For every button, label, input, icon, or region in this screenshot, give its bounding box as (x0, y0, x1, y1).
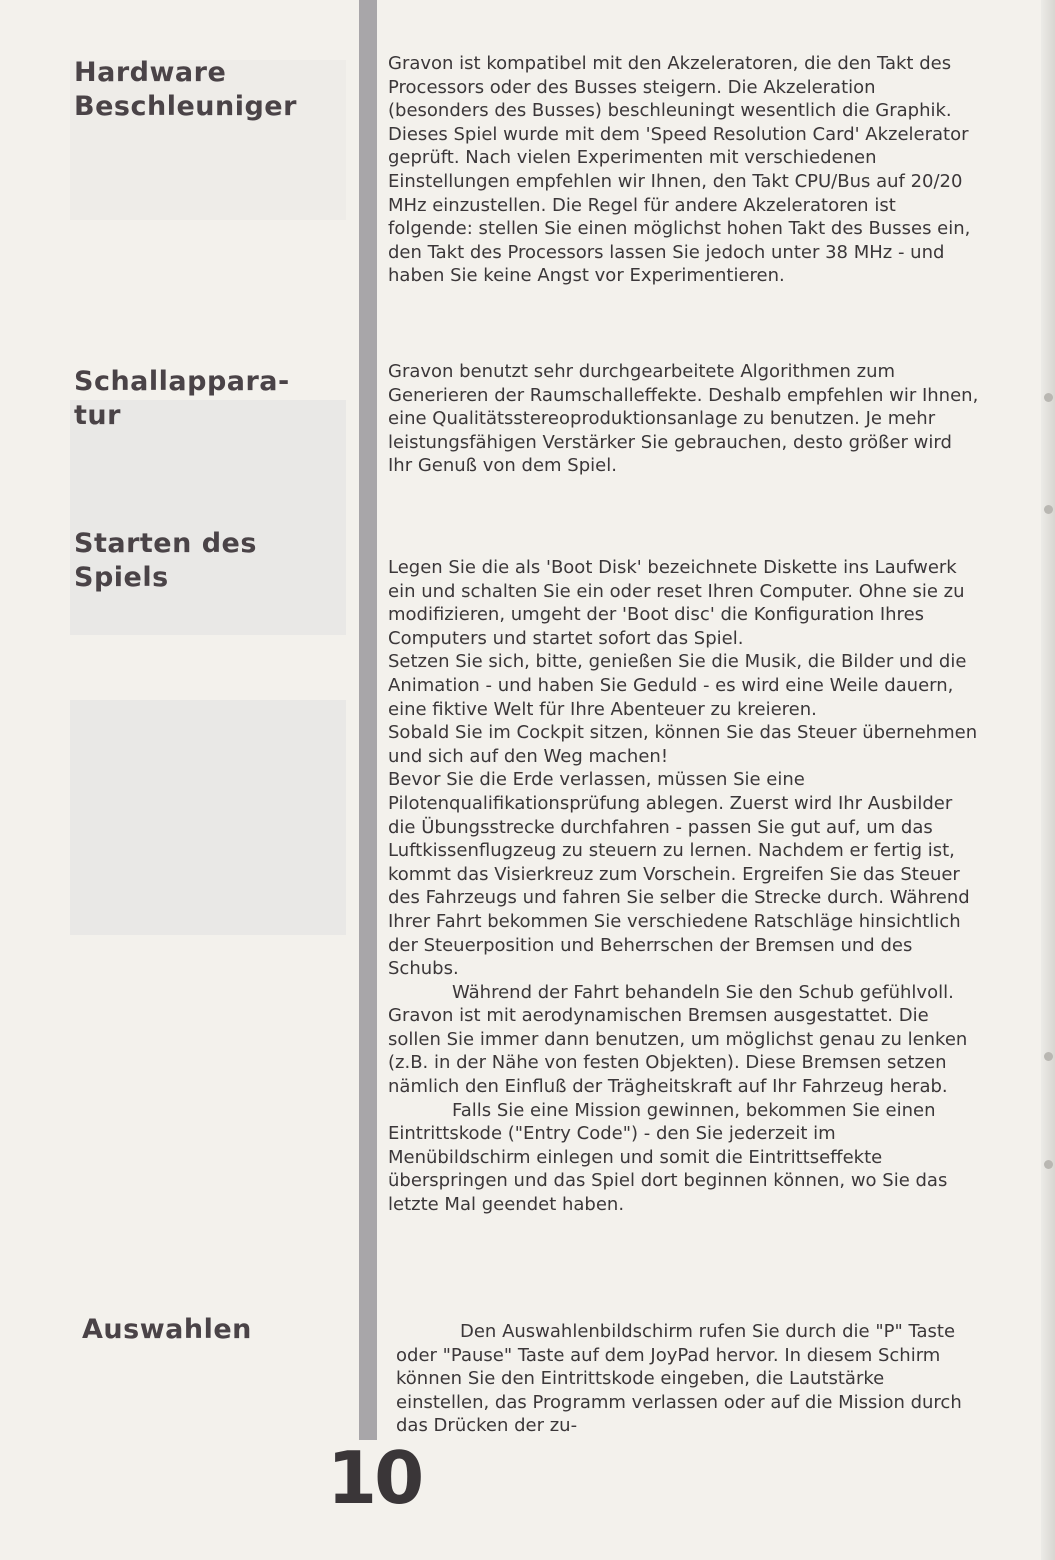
heading-starten-des-spiels (74, 527, 344, 595)
paragraph: Gravon benutzt sehr durchgearbeitete Algorithmen zum Generieren der Raumschalleffekte. Deshalb empfehlen wir Ihnen, eine Qualitätsstereoproduktionsanlage zu benutzen. Je mehr leistungsfähigen Verstärker Sie gebrauchen, desto größer wird Ihr Genuß von dem Spiel. (388, 361, 979, 477)
paragraph: Während der Fahrt behandeln Sie den Schub gefühlvoll. Gravon ist mit aerodynamischen Bremsen ausgestattet. Die sollen Sie immer dann benutzen, um möglichst genau zu lenken (z.B. in der Nähe von festen Objekten). Diese Bremsen setzen nämlich den Einfluß der Trägheitskraft auf Ihr Fahrzeug herab. (388, 981, 968, 1098)
bleed-through-block (70, 700, 346, 935)
page-edge (1041, 0, 1055, 1560)
binding-hole (1044, 393, 1053, 402)
paragraph: Den Auswahlenbildschirm rufen Sie durch die "P" Taste oder "Pause" Taste auf dem JoyPad hervor. In diesem Schirm können Sie den Eintrittskode eingeben, die Lautstärke einstellen, das Programm verlassen oder auf die Mission durch das Drücken der zu- (396, 1321, 962, 1437)
paragraph: Setzen Sie sich, bitte, genießen Sie die Musik, die Bilder und die Animation - und haben Sie Geduld - es wird eine Weile dauern, eine fiktive Welt für Ihre Abenteuer zu kreieren. (388, 651, 967, 720)
section-hardware-body (388, 52, 980, 288)
paragraph: Falls Sie eine Mission gewinnen, bekommen Sie einen Eintrittskode ("Entry Code") - den Sie jederzeit im Menübildschirm einlegen und somit die Eintrittseffekte überspringen und das Spiel dort beginnen können, wo Sie das letzte Mal geendet haben. (388, 1099, 948, 1216)
heading-line: Schallappara- (74, 366, 290, 397)
binding-hole (1044, 1160, 1053, 1169)
heading-line: Beschleuniger (74, 91, 297, 122)
page-number: 10 (327, 1436, 422, 1520)
section-schallapparatur-body (388, 360, 980, 478)
paragraph: Sobald Sie im Cockpit sitzen, können Sie das Steuer übernehmen und sich auf den Weg machen! (388, 722, 978, 767)
binding-hole (1044, 1052, 1053, 1061)
heading-auswahlen: Auswahlen (82, 1314, 252, 1345)
heading-line: Hardware (74, 57, 227, 88)
heading-line: tur (74, 400, 121, 431)
vertical-divider-bar (359, 0, 377, 1440)
section-starten-body (388, 556, 980, 1217)
heading-line: Spiels (74, 562, 169, 593)
paragraph: Bevor Sie die Erde verlassen, müssen Sie eine Pilotenqualifikationsprüfung ablegen. Zuerst wird Ihr Ausbilder die Übungsstrecke durchfahren - passen Sie gut auf, um das Luftkissenflugzeug zu steuern zu lernen. Nachdem er fertig ist, kommt das Visierkreuz zum Vorschein. Ergreifen Sie das Steuer des Fahrzeugs und fahren Sie selber die Strecke durch. Während Ihrer Fahrt bekommen Sie verschiedene Ratschläge hinsichtlich der Steuerposition und Beherrschen der Bremsen und des Schubs. (388, 769, 970, 980)
heading-hardware-beschleuniger (74, 56, 344, 124)
heading-schallapparatur (74, 365, 344, 433)
heading-line: Starten des (74, 528, 257, 559)
binding-hole (1044, 505, 1053, 514)
section-auswahlen-body (396, 1320, 980, 1438)
paragraph: Gravon ist kompatibel mit den Akzeleratoren, die den Takt des Processors oder des Busses steigern. Die Akzeleration (besonders des Busses) beschleuningt wesentlich die Graphik. Dieses Spiel wurde mit dem 'Speed Resolution Card' Akzelerator geprüft. Nach vielen Experimenten mit verschiedenen Einstellungen empfehlen wir Ihnen, den Takt CPU/Bus auf 20/20 MHz einzustellen. Die Regel für andere Akzeleratoren ist folgende: stellen Sie einen möglichst hohen Takt des Busses ein, den Takt des Processors lassen Sie jedoch unter 38 MHz - und haben Sie keine Angst vor Experimentieren. (388, 53, 971, 287)
paragraph: Legen Sie die als 'Boot Disk' bezeichnete Diskette ins Laufwerk ein und schalten Sie ein oder reset Ihren Computer. Ohne sie zu modifizieren, umgeht der 'Boot disc' die Konfiguration Ihres Computers und startet sofort das Spiel. (388, 557, 965, 649)
bleed-through-block (70, 400, 346, 635)
